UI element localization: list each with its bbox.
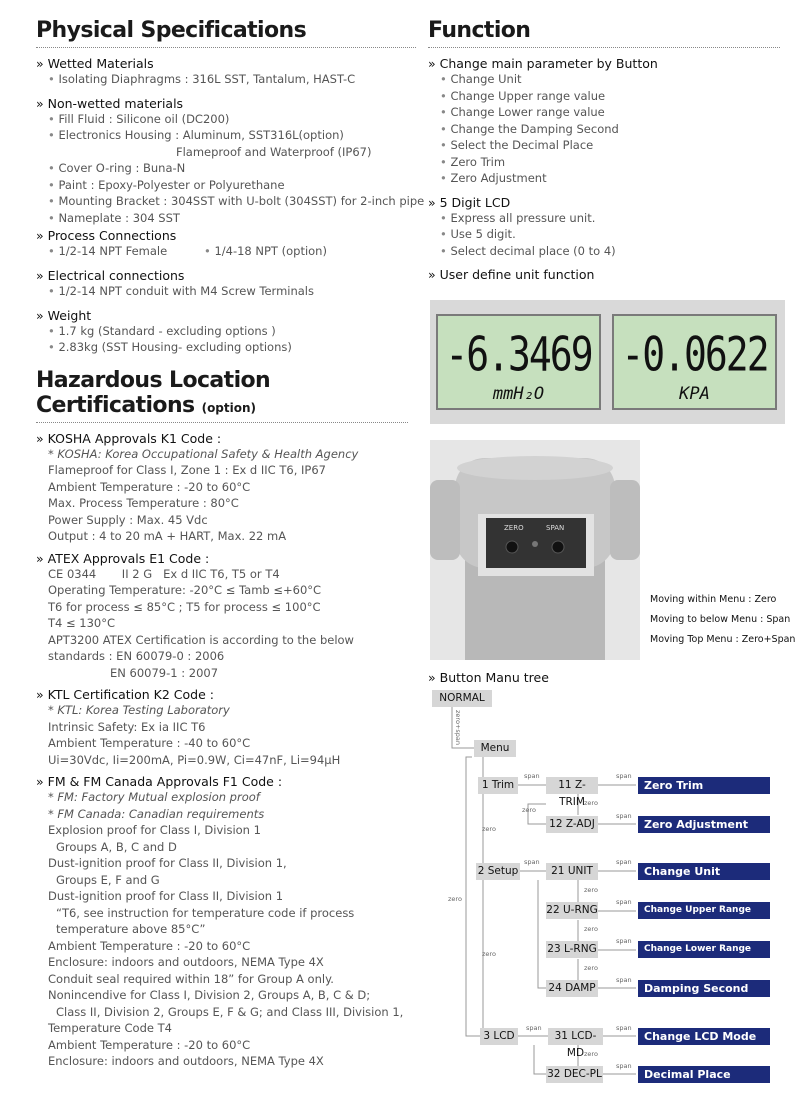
- kosha-line: Flameproof for Class I, Zone 1 : Ex d IIC T6, IP67: [48, 463, 326, 477]
- electrical-title: » Electrical connections: [36, 268, 416, 283]
- nonwetted-title: » Non-wetted materials: [36, 96, 416, 111]
- fm-line: temperature above 85°C”: [56, 922, 206, 936]
- span-label: span: [616, 812, 632, 820]
- hazard-option: (option): [201, 400, 257, 415]
- lcd-display: [612, 314, 777, 410]
- atex-line: T4 ≤ 130°C: [48, 616, 116, 630]
- tree-node-normal: NORMAL: [432, 690, 492, 707]
- legend-line: Moving to below Menu : Span: [650, 614, 791, 625]
- fm-line: * FM Canada: Canadian requirements: [48, 806, 265, 821]
- nonwetted-item: • Nameplate : 304 SST: [36, 210, 416, 227]
- tree-node-23: 23 L-RNG: [546, 941, 598, 958]
- fm-line: Conduit seal required within 18” for Group A only.: [48, 971, 334, 986]
- change-item: • Select the Decimal Place: [428, 137, 788, 154]
- tree-node-menu: Menu: [474, 740, 516, 757]
- tree-node-32: 32 DEC-PL: [546, 1066, 603, 1083]
- lcd-title: » 5 Digit LCD: [428, 195, 788, 210]
- tree-result-zero-adjust: Zero Adjustment: [638, 816, 770, 833]
- atex-title: » ATEX Approvals E1 Code :: [36, 551, 416, 566]
- atex-line: T6 for process ≤ 85°C ; T5 for process ≤ 100°C: [48, 599, 321, 614]
- kosha-line: Power Supply : Max. 45 Vdc: [48, 512, 208, 527]
- atex-line: Operating Temperature: -20°C ≤ Tamb ≤+60°C: [48, 583, 322, 597]
- wetted-title: » Wetted Materials: [36, 56, 416, 71]
- zero-label: zero: [522, 806, 536, 814]
- legend-line: Moving Top Menu : Zero+Span: [650, 634, 796, 645]
- change-item: • Zero Adjustment: [428, 170, 788, 187]
- unit-title: » User define unit function: [428, 267, 788, 282]
- tree-node-12: 12 Z-ADJ: [546, 816, 598, 833]
- weight-item: • 2.83kg (SST Housing- excluding options): [36, 339, 416, 356]
- electrical-item: • 1/2-14 NPT conduit with M4 Screw Terminals: [36, 283, 416, 300]
- zero-label: zero: [584, 799, 598, 807]
- span-label: span: [526, 1024, 542, 1032]
- tree-node-lcd: 3 LCD: [480, 1028, 518, 1045]
- nonwetted-item: • Mounting Bracket : 304SST with U-bolt (304SST) for 2-inch pipe: [36, 193, 416, 210]
- fm-line: Ambient Temperature : -20 to 60°C: [48, 938, 251, 953]
- left-column: [36, 0, 425, 1070]
- tree-result-unit: Change Unit: [638, 863, 770, 880]
- zero-button-label: ZERO: [504, 524, 524, 532]
- lcd-unit: mmH₂O: [492, 384, 545, 404]
- change-item: • Change Unit: [428, 71, 788, 88]
- fm-line: Class II, Division 2, Groups E, F & G; and Class III, Division 1,: [56, 1004, 404, 1019]
- nonwetted-item: • Fill Fluid : Silicone oil (DC200): [36, 111, 416, 128]
- zero-label: zero: [448, 895, 462, 903]
- lcd-item: • Select decimal place (0 to 4): [428, 243, 788, 260]
- tree-node-setup: 2 Setup: [476, 863, 520, 880]
- ktl-line: * KTL: Korea Testing Laboratory: [48, 703, 230, 717]
- device-photo: [430, 440, 640, 660]
- fm-line: Dust-ignition proof for Class II, Division 1: [48, 889, 284, 903]
- nonwetted-item: Flameproof and Waterproof (IP67): [176, 144, 372, 159]
- fm-line: Groups A, B, C and D: [56, 839, 177, 854]
- nonwetted-item: • Cover O-ring : Buna-N: [36, 160, 416, 177]
- legend-line: Moving within Menu : Zero: [650, 594, 777, 605]
- ktl-line: Ui=30Vdc, Ii=200mA, Pi=0.9W, Ci=47nF, Li=94µH: [48, 752, 341, 767]
- ktl-line: Ambient Temperature : -40 to 60°C: [48, 736, 251, 750]
- lcd-item: • Use 5 digit.: [428, 226, 788, 243]
- tree-title: » Button Manu tree: [428, 670, 549, 685]
- kosha-line: Output : 4 to 20 mA + HART, Max. 22 mA: [48, 529, 287, 543]
- tree-label: zero+span: [454, 710, 462, 745]
- atex-line: EN 60079-1 : 2007: [110, 665, 219, 680]
- kosha-line: * KOSHA: Korea Occupational Safety & Health Agency: [48, 446, 359, 461]
- span-label: span: [524, 858, 540, 866]
- fm-line: “T6, see instruction for temperature code if process: [56, 905, 355, 920]
- fm-title: » FM & FM Canada Approvals F1 Code :: [36, 774, 416, 789]
- physical-title: Physical Specifications: [36, 18, 416, 48]
- device-illustration: [430, 440, 640, 660]
- change-item: • Change Lower range value: [428, 104, 788, 121]
- process-item: • 1/4-18 NPT (option): [192, 243, 327, 260]
- hazard-title-row: [36, 368, 408, 423]
- atex-line: standards : EN 60079-0 : 2006: [48, 649, 225, 663]
- right-column: [428, 0, 788, 282]
- button-menu-tree: [428, 690, 788, 1090]
- fm-line: Enclosure: indoors and outdoors, NEMA Type 4X: [48, 955, 324, 969]
- weight-title: » Weight: [36, 308, 416, 323]
- lcd-value: -0.0622: [621, 326, 768, 382]
- ktl-line: Intrinsic Safety: Ex ia IIC T6: [48, 719, 206, 734]
- span-label: span: [616, 772, 632, 780]
- zero-label: zero: [584, 925, 598, 933]
- tree-result-damping: Damping Second: [638, 980, 770, 997]
- kosha-title: » KOSHA Approvals K1 Code :: [36, 431, 416, 446]
- span-button-label: SPAN: [546, 524, 565, 532]
- fm-line: Temperature Code T4: [48, 1021, 172, 1035]
- span-label: span: [616, 898, 632, 906]
- nonwetted-item: • Paint : Epoxy-Polyester or Polyurethane: [36, 177, 416, 194]
- span-label: span: [616, 976, 632, 984]
- zero-label: zero: [584, 1050, 598, 1058]
- fm-line: Explosion proof for Class I, Division 1: [48, 823, 261, 837]
- fm-line: Ambient Temperature : -20 to 60°C: [48, 1037, 251, 1052]
- fm-line: Dust-ignition proof for Class II, Division 1,: [48, 856, 287, 870]
- lcd-value: -6.3469: [445, 326, 592, 382]
- change-item: • Change Upper range value: [428, 88, 788, 105]
- tree-result-decimal: Decimal Place: [638, 1066, 770, 1083]
- zero-label: zero: [584, 886, 598, 894]
- function-title: Function: [428, 18, 780, 48]
- tree-node-trim: 1 Trim: [478, 777, 518, 794]
- zero-label: zero: [482, 950, 496, 958]
- wetted-item: • Isolating Diaphragms : 316L SST, Tantalum, HAST-C: [36, 71, 416, 88]
- process-row: [36, 243, 416, 260]
- span-label: span: [616, 1062, 632, 1070]
- ktl-title: » KTL Certification K2 Code :: [36, 687, 416, 702]
- tree-node-21: 21 UNIT: [546, 863, 598, 880]
- span-label: span: [616, 858, 632, 866]
- span-label: span: [524, 772, 540, 780]
- change-item: • Zero Trim: [428, 154, 788, 171]
- hazard-title: Hazardous Location Certifications: [36, 367, 271, 418]
- fm-line: Nonincendive for Class I, Division 2, Groups A, B, C & D;: [48, 988, 371, 1002]
- zero-label: zero: [482, 825, 496, 833]
- lcd-panel: [430, 300, 785, 424]
- tree-result-zero-trim: Zero Trim: [638, 777, 770, 794]
- weight-item: • 1.7 kg (Standard - excluding options ): [36, 323, 416, 340]
- tree-node-11: 11 Z-TRIM: [546, 777, 598, 794]
- lcd-item: • Express all pressure unit.: [428, 210, 788, 227]
- kosha-line: Ambient Temperature : -20 to 60°C: [48, 479, 251, 494]
- zero-label: zero: [584, 964, 598, 972]
- atex-line: APT3200 ATEX Certification is according to the below: [48, 632, 354, 647]
- process-item: • 1/2-14 NPT Female: [36, 243, 167, 260]
- change-item: • Change the Damping Second: [428, 121, 788, 138]
- tree-result-upper: Change Upper Range Value: [638, 902, 770, 919]
- tree-node-22: 22 U-RNG: [546, 902, 598, 919]
- tree-node-24: 24 DAMP: [546, 980, 598, 997]
- tree-result-lower: Change Lower Range Value: [638, 941, 770, 958]
- fm-line: * FM: Factory Mutual explosion proof: [48, 790, 260, 804]
- lcd-display: [436, 314, 601, 410]
- lcd-unit: KPA: [679, 384, 710, 404]
- tree-node-31: 31 LCD-MD: [548, 1028, 603, 1045]
- nonwetted-item: • Electronics Housing : Aluminum, SST316L(option): [36, 127, 416, 144]
- span-label: span: [616, 937, 632, 945]
- process-title: » Process Connections: [36, 228, 416, 243]
- span-label: span: [616, 1024, 632, 1032]
- change-title: » Change main parameter by Button: [428, 56, 788, 71]
- fm-line: Enclosure: indoors and outdoors, NEMA Type 4X: [48, 1054, 324, 1068]
- kosha-line: Max. Process Temperature : 80°C: [48, 496, 239, 510]
- tree-result-lcd-mode: Change LCD Mode: [638, 1028, 770, 1045]
- atex-line: CE 0344 II 2 G Ex d IIC T6, T5 or T4: [48, 566, 280, 581]
- fm-line: Groups E, F and G: [56, 872, 160, 887]
